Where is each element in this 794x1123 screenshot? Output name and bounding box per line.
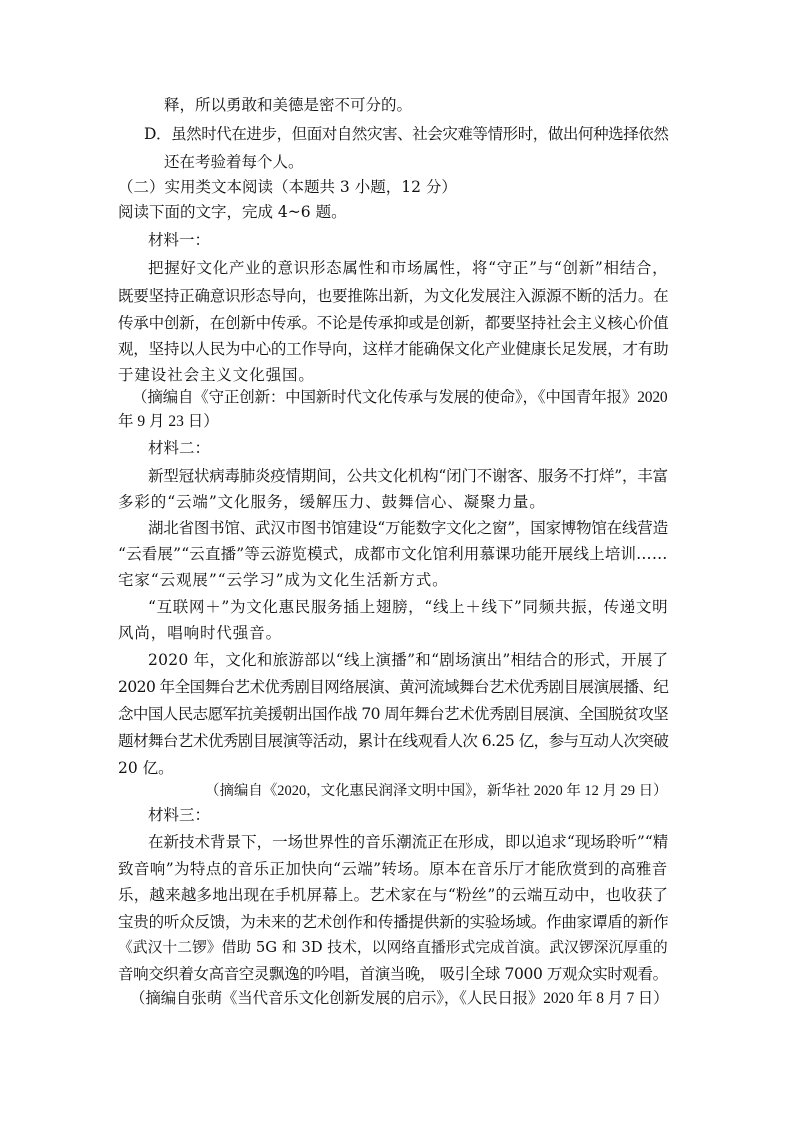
material-3-line-1: 在新技术背景下，一场世界性的音乐潮流正在形成，即以追求“现场聆听”“精: [148, 833, 669, 851]
option-d-continuation: 还在考验着每个人。: [164, 153, 304, 171]
material-2-line-5: 宅家“云观展”“云学习”成为文化生活新方式。: [118, 571, 449, 589]
material-2-line-8: 2020 年，文化和旅游部以“线上演播”和“剧场演出”相结合的形式，开展了: [148, 651, 669, 669]
material-3-line-6: 音响交织着女高音空灵飘逸的吟唱，首演当晚， 吸引全球 7000 万观众实时观看。: [118, 965, 668, 983]
section-heading: （二）实用类文本阅读（本题共 3 小题，12 分）: [118, 178, 457, 196]
instruction-text: 阅读下面的文字，完成 4~6 题。: [118, 203, 347, 221]
material-2-line-6: “互联网＋”为文化惠民服务插上翅膀，“线上＋线下”同频共振，传递文明: [148, 598, 669, 616]
material-3-line-5: 《武汉十二锣》借助 5G 和 3D 技术，以网络直播形式完成首演。武汉锣深沉厚重的: [118, 939, 668, 956]
material-3-line-3: 乐，越来越多地出现在手机屏幕上。艺术家在与“粉丝”的云端互动中，也收获了: [118, 886, 669, 904]
material-1-line-5: 于建设社会主义文化强国。: [118, 366, 315, 384]
material-2-line-12: 20 亿。: [118, 759, 174, 777]
material-2-source: （摘编自《2020，文化惠民润泽文明中国》，新华社 2020 年 12 月 29 日）: [205, 783, 668, 799]
material-3-heading: 材料三：: [148, 806, 211, 824]
material-1-heading: 材料一：: [148, 231, 211, 249]
material-2-line-9: 2020 年全国舞台艺术优秀剧目网络展演、黄河流域舞台艺术优秀剧目展演展播、纪: [118, 678, 669, 696]
material-2-line-4: “云看展”“云直播”等云游览模式，成都市文化馆利用慕课功能开展线上培训……: [118, 545, 668, 563]
option-c-continuation: 释，所以勇敢和美德是密不可分的。: [164, 96, 413, 114]
material-2-line-10: 念中国人民志愿军抗美援朝出国作战 70 周年舞台艺术优秀剧目展演、全国脱贫攻坚: [118, 705, 669, 723]
material-2-line-2: 多彩的“云端”文化服务，缓解压力、鼓舞信心、凝聚力量。: [118, 493, 546, 511]
material-1-source: （摘编自《守正创新：中国新时代文化传承与发展的使命》，《中国青年报》2020: [132, 389, 668, 406]
material-2-line-1: 新型冠状病毒肺炎疫情期间，公共文化机构“闭门不谢客、服务不打烊”，丰富: [148, 467, 668, 485]
material-3-line-4: 宝贵的听众反馈，为未来的艺术创作和传播提供新的实验场域。作曲家谭盾的新作: [118, 913, 669, 931]
material-1-line-1: 把握好文化产业的意识形态属性和市场属性，将“守正”与“创新”相结合，: [148, 259, 669, 277]
material-3-source: （摘编自张萌《当代音乐文化创新发展的启示》，《人民日报》2020 年 8 月 7 日）: [130, 990, 669, 1007]
material-2-line-7: 风尚，唱响时代强音。: [118, 624, 283, 642]
material-2-line-3: 湖北省图书馆、武汉市图书馆建设“万能数字文化之窗”，国家博物馆在线营造: [148, 519, 668, 537]
material-1-line-4: 观，坚持以人民为中心的工作导向，这样才能确保文化产业健康长足发展，才有助: [118, 340, 669, 358]
option-d: D．虽然时代在进步，但面对自然灾害、社会灾难等情形时，做出何种选择依然: [144, 125, 669, 143]
material-1-line-3: 传承中创新，在创新中传承。不论是传承抑或是创新，都要坚持社会主义核心价值: [118, 314, 669, 332]
material-2-line-11: 题材舞台艺术优秀剧目展演等活动，累计在线观看人次 6.25 亿，参与互动人次突破: [118, 732, 669, 750]
material-3-line-2: 致音响”为特点的音乐正加快向“云端”转场。原本在音乐厅才能欣赏到的高雅音: [118, 860, 668, 878]
material-1-line-2: 既要坚持正确意识形态导向，也要推陈出新，为文化发展注入源源不断的活力。在: [118, 287, 669, 305]
material-1-source-date: 年 9 月 23 日）: [118, 413, 219, 430]
material-2-heading: 材料二：: [148, 439, 211, 457]
